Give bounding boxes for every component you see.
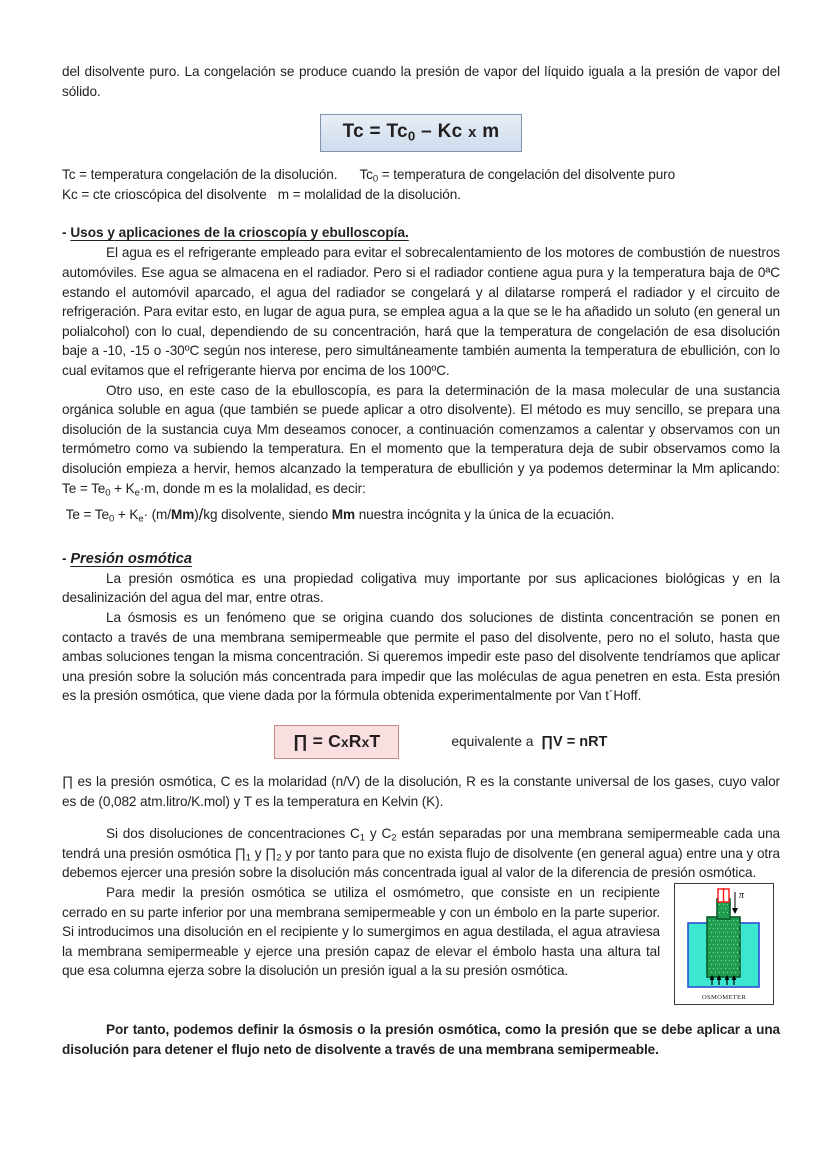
eq-te-s2: e [138, 513, 144, 525]
formula-tc-box [320, 114, 523, 152]
legend-line-2 [62, 185, 780, 205]
c1c2-p4: y ∏ [251, 845, 277, 861]
formula-tc-minus: – Kc [415, 121, 469, 143]
usos-p2-c: ·m, donde m es la molalidad, es decir: [139, 480, 366, 496]
formula-tc-times: x [468, 125, 477, 142]
formula-pi-eq: = C [307, 731, 341, 752]
usos-p2-a: Otro uso, en este caso de la ebulloscopía, es para la determinación de la masa molecular de una sustancia orgánica soluble en agua (que también se puede aplicar a otro disolvente). El método es muy sencillo, se prepara una disolución de la sustancia cuya Mm deseamos conocer, a continuación comenzamos a calentar y observamos con un termómetro como va subiendo la temperatura. En el momento que la temperatura deja de subir observamos como la disolución empieza a hervir, hemos alcanzado la temperatura de ebullición y ya podemos determinar la Mm aplicando: Te = Te [62, 382, 780, 496]
conclusion-paragraph: Por tanto, podemos definir la ósmosis o la presión osmótica, como la presión que se debe aplicar a una disolución para detener el flujo neto de disolvente a través de una membrana semipermeable. [62, 1022, 780, 1057]
spacer [62, 1007, 780, 1020]
formula-tc-row [62, 114, 780, 152]
c1c2-s4: 2 [276, 852, 282, 864]
spacer [62, 101, 780, 114]
presion-paragraph-1: La presión osmótica es una propiedad coligativa muy importante por sus aplicaciones biológicas y en la desalinización del agua del mar, entre otras. [62, 570, 780, 606]
usos-p2-b: + K [110, 480, 135, 496]
c1c2-p3: están separadas por una membrana semipermeable cada una tendrá una presión osmótica ∏ [62, 826, 780, 861]
formula-pi-box [274, 725, 399, 759]
formula-pi-t: T [369, 731, 381, 752]
osmometer-diagram [675, 884, 772, 1003]
osmometro-block [62, 883, 780, 1007]
eq-te-bold-mm-1: Mm [170, 507, 195, 523]
usos-paragraph-1: El agua es el refrigerante empleado para evitar el sobrecalentamiento de los motores de combustión de nuestros automóviles. Ese agua se almacena en el radiador. Pero si el radiador contiene agua pura y la temperatura baja de 0ªC estando el automóvil aparcado, el agua del radiador se congelará y al dilatarse romperá el radiador y el circuito de refrigeración. Para evitar esto, en lugar de agua pura, se emplea agua a la que se le ha añadido un soluto (en general un polialcohol) con lo cual, dependiendo de su concentración, hará que la temperatura de congelación de esa disolución baje a -10, -15 o -30ºC según nos interese, pero simultáneamente también aumenta la temperatura de ebullición, con lo cual evitamos que el refrigerante hierva por encima de los 100ºC. [62, 245, 780, 378]
intro-paragraph: del disolvente puro. La congelación se produce cuando la presión de vapor del líquido iguala a la presión de vapor del sólido. [62, 64, 780, 99]
heading-usos [62, 223, 780, 243]
legend-line-1 [62, 165, 780, 185]
explanation-c1c2-paragraph [62, 824, 780, 883]
osmometro-paragraph: Para medir la presión osmótica se utiliza el osmómetro, que consiste en un recipiente cerrado en su parte inferior por una membrana semipermeable y con un émbolo en la parte superior. Si introducimos una disolución en el recipiente y lo sumergimos en agua destilada, el agua atraviesa la membrana semipermeable y ejerce una presión capaz de elevar el émbolo hasta una altura tal que esa columna ejerza sobre la disolución un presión igual a la su presión osmótica. [62, 885, 660, 979]
spacer [62, 498, 780, 505]
eq-te-bold-mm-2: Mm [331, 507, 356, 523]
eq-te-s1: 0 [108, 513, 115, 525]
c1c2-p2: y C [364, 826, 392, 842]
eq-te-p3: · (m/ [143, 507, 171, 523]
legend-tc: Tc = temperatura congelación de la disolución. [62, 167, 338, 183]
equation-te-line [62, 505, 780, 525]
formula-pi-row [62, 725, 780, 759]
heading-presion-osmotica [62, 549, 780, 569]
equivalent-label: equivalente a [451, 734, 534, 750]
usos-p2-sube: e [134, 486, 140, 498]
presion-paragraph-2: La ósmosis es un fenómeno que se origina cuando dos soluciones de distinta concentración se ponen en contacto a través de una membrana semipermeable que permite el paso del disolvente, pero no el soluto, hasta que ambas soluciones tengan la misma concentración. Si queremos impedir este paso del disolvente tendríamos que aplicar una presión sobre la solución más concentrada para impedir que las moléculas de agua penetren en esta. Esta presión es la presión osmótica, que viene dada por la fórmula obtenida experimentalmente por Van t´Hoff. [62, 610, 780, 704]
legend-tc0-sub: 0 [372, 173, 379, 185]
heading-presion-dash: - [62, 550, 71, 566]
eq-te-p6: nuestra incógnita y la única de la ecuación. [355, 507, 615, 523]
formula-pi-r: R [348, 731, 362, 752]
legend-kc: Kc = cte crioscópica del disolvente [62, 186, 267, 202]
heading-presion-label: Presión osmótica [70, 550, 192, 567]
spacer [62, 811, 780, 824]
formula-tc-lhs: Tc = Tc [342, 121, 408, 143]
equivalent-formula: ∏V = nRT [541, 734, 608, 751]
spacer [62, 152, 780, 165]
osmometer-figure [674, 883, 774, 1005]
pi-label: π [739, 890, 745, 901]
formula-pi-symbol: ∏ [293, 731, 308, 752]
c1c2-s1: 1 [359, 832, 365, 844]
usos-p2-sub0: 0 [105, 486, 111, 498]
spacer [62, 204, 780, 223]
eq-te-p2: + K [114, 507, 139, 523]
osmometer-caption: OSMOMETER [701, 994, 747, 1001]
c1c2-p1: Si dos disoluciones de concentraciones C [106, 826, 360, 842]
heading-usos-dash: - [62, 225, 71, 241]
formula-tc-subscript: 0 [407, 128, 416, 144]
spacer [62, 525, 780, 549]
legend-tc0-pre: Tc [359, 167, 373, 183]
eq-te-p5: kg disolvente, siendo [203, 507, 332, 523]
vessel-body [707, 917, 740, 977]
explanation-line-1: ∏ es la presión osmótica, C es la molaridad (n/V) de la disolución, R es la constante universal de los gases, cuyo valor es de (0,082 atm.litro/K.mol) y T es la temperatura en Kelvin (K). [62, 774, 780, 809]
eq-te-p4: ) [194, 507, 199, 523]
usos-paragraph-2 [62, 381, 780, 499]
c1c2-s3: 1 [245, 852, 251, 864]
pi-arrow-head [732, 908, 738, 914]
c1c2-s2: 2 [391, 832, 397, 844]
page-content [62, 62, 780, 1059]
heading-usos-label: Usos y aplicaciones de la crioscopía y ebulloscopía. [70, 225, 409, 241]
eq-te-p1: Te = Te [65, 507, 109, 523]
spacer [62, 706, 780, 725]
spacer [62, 759, 780, 772]
formula-pi-equivalent [451, 734, 607, 750]
formula-tc-m: m [476, 121, 500, 143]
legend-m: m = molalidad de la disolución. [277, 186, 461, 202]
c1c2-p5: y por tanto para que no exista flujo de disolvente (en general agua) entre una y otra debemos ejercer una presión sobre la disolución más concentrada igual al valor de la diferencia de presión osmótica. [62, 845, 780, 881]
formula-pi-times-2: x [361, 735, 370, 751]
eq-te-slash: / [198, 505, 204, 525]
formula-pi-times-1: x [341, 735, 349, 751]
legend-tc0-post: = temperatura de congelación del disolvente puro [378, 167, 676, 183]
